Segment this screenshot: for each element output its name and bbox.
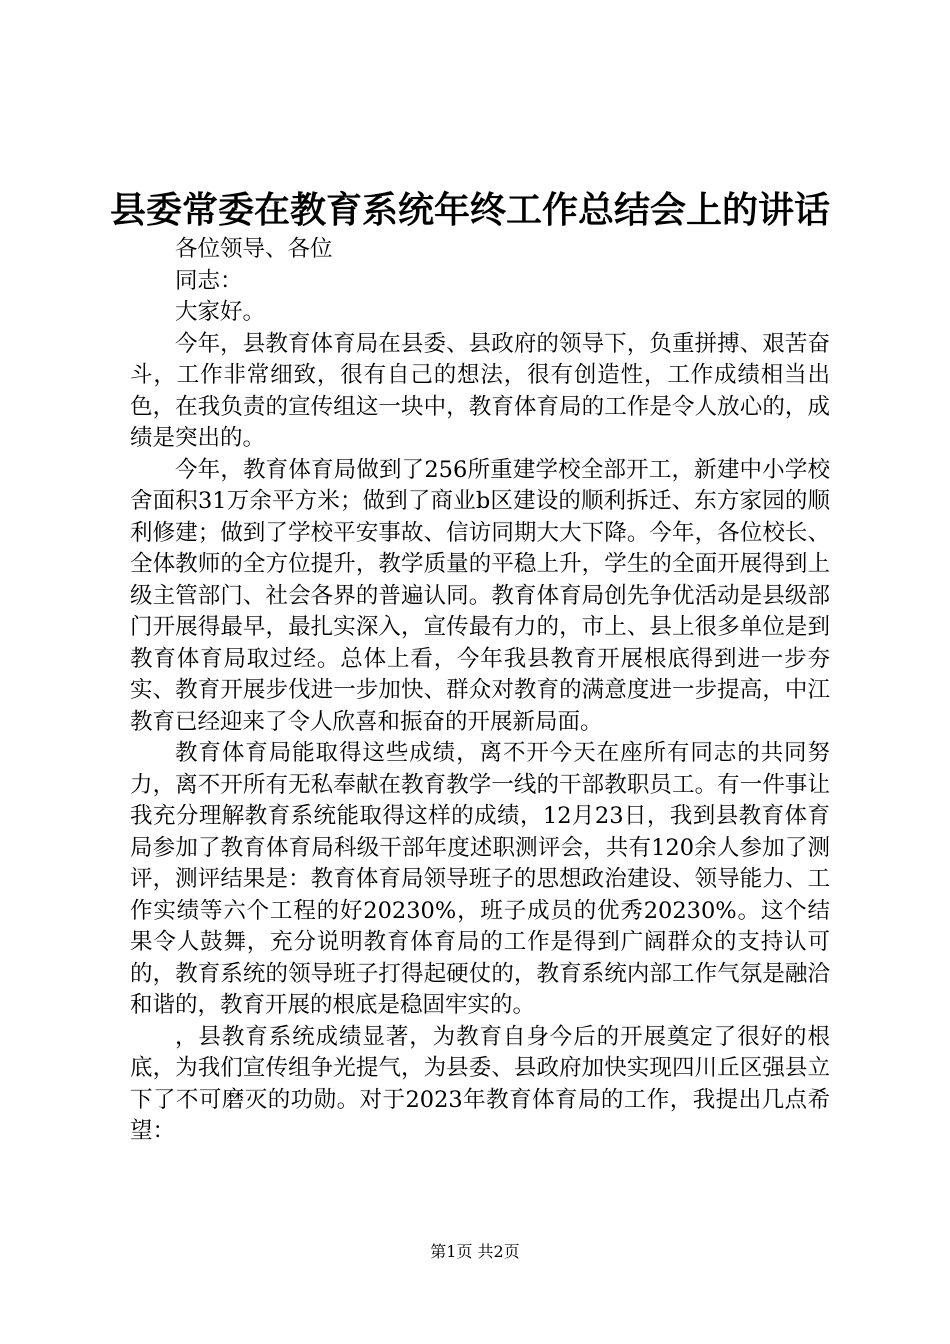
- greeting-line: 各位领导、各位: [175, 236, 333, 262]
- document-body: [130, 234, 830, 1148]
- greeting-line: 大家好。: [175, 299, 266, 325]
- body-paragraph: 今年，县教育体育局在县委、县政府的领导下，负重拼搏、艰苦奋斗，工作非常细致，很有自己的想法，很有创造性，工作成绩相当出色，在我负责的宣传组这一块中，教育体育局的工作是令人放心的，成绩是突出的。: [130, 330, 830, 451]
- body-paragraph: ，县教育系统成绩显著，为教育自身今后的开展奠定了很好的根底，为我们宣传组争光提气，为县委、县政府加快实现四川丘区强县立下了不可磨灭的功勋。对于2023年教育体育局的工作，我提出几点希望：: [130, 1023, 830, 1144]
- document-title: 县委常委在教育系统年终工作总结会上的讲话: [110, 189, 831, 231]
- greeting-line: 同志：: [175, 267, 243, 294]
- body-paragraph: 今年，教育体育局做到了256所重建学校全部开工，新建中小学校舍面积31万余平方米；做到了商业b区建设的顺利拆迁、东方家园的顺利修建；做到了学校平安事故、信访同期大大下降。今年，各位校长、全体教师的全方位提升，教学质量的平稳上升，学生的全面开展得到上级主管部门、社会各界的普遍认同。教育体育局创先争优活动是县级部门开展得最早，最扎实深入，宣传最有力的，市上、县上很多单位是到教育体育局取过经。总体上看，今年我县教育开展根底得到进一步夯实、教育开展步伐进一步加快、群众对教育的满意度进一步提高，中江教育已经迎来了令人欣喜和振奋的开展新局面。: [130, 456, 830, 735]
- body-paragraph: 教育体育局能取得这些成绩，离不开今天在座所有同志的共同努力，离不开所有无私奉献在教育教学一线的干部教职员工。有一件事让我充分理解教育系统能取得这样的成绩，12月23日，我到县教育体育局参加了教育体育局科级干部年度述职测评会，共有120余人参加了测评，测评结果是：教育体育局领导班子的思想政治建设、领导能力、工作实绩等六个工程的好20230%，班子成员的优秀20230%。这个结果令人鼓舞，充分说明教育体育局的工作是得到广阔群众的支持认可的，教育系统的领导班子打得起硬仗的，教育系统内部工作气氛是融洽和谐的，教育开展的根底是稳固牢实的。: [130, 740, 830, 1018]
- page-number: 第1页 共2页: [430, 1242, 520, 1261]
